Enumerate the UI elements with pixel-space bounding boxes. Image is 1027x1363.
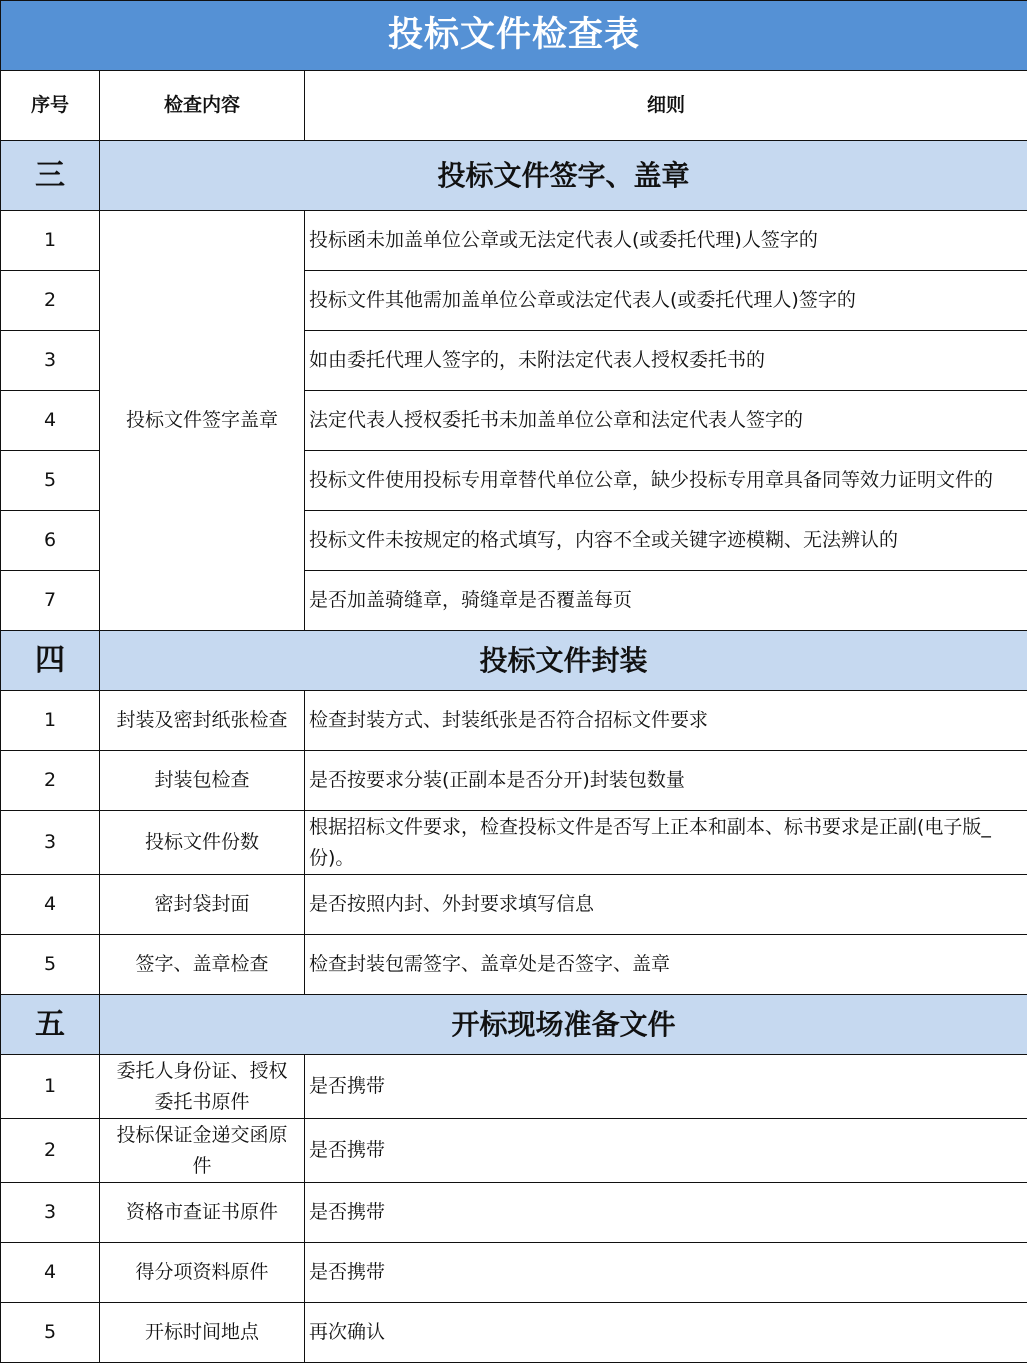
row-index: 5 xyxy=(1,935,100,995)
row-index: 1 xyxy=(1,211,100,271)
row-index: 6 xyxy=(1,511,100,571)
table-row xyxy=(1,1243,1027,1303)
row-index: 3 xyxy=(1,1183,100,1243)
row-detail: 投标函未加盖单位公章或无法定代表人(或委托代理)人签字的 xyxy=(305,211,1027,271)
header-content: 检查内容 xyxy=(100,71,305,141)
row-item: 投标保证金递交函原件 xyxy=(100,1119,305,1183)
row-index: 2 xyxy=(1,271,100,331)
header-detail: 细则 xyxy=(305,71,1027,141)
row-detail: 再次确认 xyxy=(305,1303,1027,1363)
row-index: 2 xyxy=(1,1119,100,1183)
row-detail: 是否携带 xyxy=(305,1055,1027,1119)
row-index: 4 xyxy=(1,391,100,451)
row-index: 4 xyxy=(1,875,100,935)
section-title: 投标文件封装 xyxy=(100,631,1027,691)
table-row xyxy=(1,1303,1027,1363)
row-detail: 是否按照内封、外封要求填写信息 xyxy=(305,875,1027,935)
row-item: 封装包检查 xyxy=(100,751,305,811)
table-row xyxy=(1,1183,1027,1243)
row-detail: 是否加盖骑缝章，骑缝章是否覆盖每页 xyxy=(305,571,1027,631)
row-item: 签字、盖章检查 xyxy=(100,935,305,995)
row-index: 5 xyxy=(1,451,100,511)
row-index: 7 xyxy=(1,571,100,631)
section-row-3 xyxy=(1,141,1027,211)
row-detail: 如由委托代理人签字的，未附法定代表人授权委托书的 xyxy=(305,331,1027,391)
table-row xyxy=(1,691,1027,751)
table-row xyxy=(1,1119,1027,1183)
row-detail: 投标文件使用投标专用章替代单位公章，缺少投标专用章具备同等效力证明文件的 xyxy=(305,451,1027,511)
row-detail: 检查封装包需签字、盖章处是否签字、盖章 xyxy=(305,935,1027,995)
row-detail: 是否携带 xyxy=(305,1119,1027,1183)
table-row xyxy=(1,211,1027,271)
row-detail: 投标文件未按规定的格式填写，内容不全或关键字迹模糊、无法辨认的 xyxy=(305,511,1027,571)
row-item: 密封袋封面 xyxy=(100,875,305,935)
table-row xyxy=(1,875,1027,935)
row-item: 委托人身份证、授权委托书原件 xyxy=(100,1055,305,1119)
row-item: 投标文件份数 xyxy=(100,811,305,875)
row-item-merged: 投标文件签字盖章 xyxy=(100,211,305,631)
row-item: 得分项资料原件 xyxy=(100,1243,305,1303)
row-detail: 是否携带 xyxy=(305,1243,1027,1303)
row-detail: 是否携带 xyxy=(305,1183,1027,1243)
table-row xyxy=(1,1055,1027,1119)
table-row xyxy=(1,811,1027,875)
row-index: 5 xyxy=(1,1303,100,1363)
title-row xyxy=(1,1,1027,71)
section-number: 三 xyxy=(1,141,100,211)
row-index: 1 xyxy=(1,1055,100,1119)
row-index: 4 xyxy=(1,1243,100,1303)
section-row-5 xyxy=(1,995,1027,1055)
row-item: 开标时间地点 xyxy=(100,1303,305,1363)
header-index: 序号 xyxy=(1,71,100,141)
row-detail: 是否按要求分装(正副本是否分开)封装包数量 xyxy=(305,751,1027,811)
row-item: 封装及密封纸张检查 xyxy=(100,691,305,751)
row-detail: 检查封装方式、封装纸张是否符合招标文件要求 xyxy=(305,691,1027,751)
section-title: 开标现场准备文件 xyxy=(100,995,1027,1055)
row-index: 3 xyxy=(1,811,100,875)
header-row xyxy=(1,71,1027,141)
row-item: 资格市查证书原件 xyxy=(100,1183,305,1243)
row-index: 2 xyxy=(1,751,100,811)
row-detail: 投标文件其他需加盖单位公章或法定代表人(或委托代理人)签字的 xyxy=(305,271,1027,331)
table-row xyxy=(1,751,1027,811)
row-detail: 根据招标文件要求，检查投标文件是否写上正本和副本、标书要求是正副(电子版_份)。 xyxy=(305,811,1027,875)
section-number: 四 xyxy=(1,631,100,691)
section-title: 投标文件签字、盖章 xyxy=(100,141,1027,211)
table-row xyxy=(1,935,1027,995)
row-index: 1 xyxy=(1,691,100,751)
section-row-4 xyxy=(1,631,1027,691)
page-title: 投标文件检查表 xyxy=(1,1,1027,71)
row-index: 3 xyxy=(1,331,100,391)
row-detail: 法定代表人授权委托书未加盖单位公章和法定代表人签字的 xyxy=(305,391,1027,451)
section-number: 五 xyxy=(1,995,100,1055)
